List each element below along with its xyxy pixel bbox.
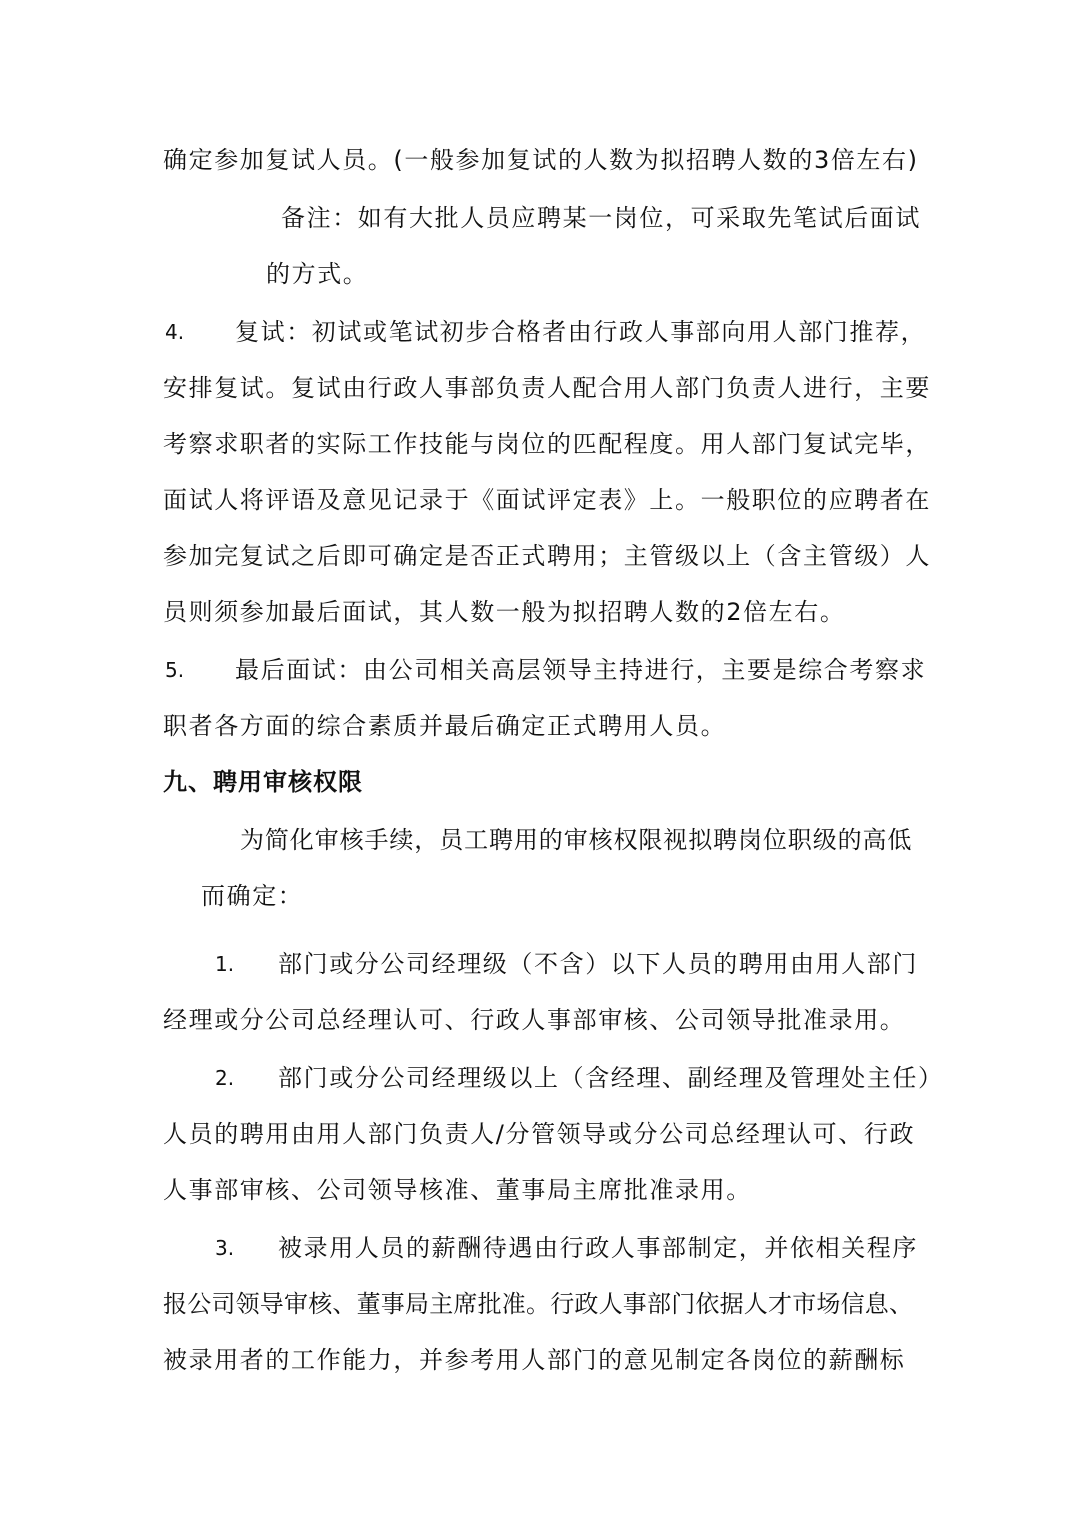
paragraph-line: 复试：初试或笔试初步合格者由行政人事部向用人部门推荐， [235,318,927,346]
paragraph-line: 被录用者的工作能力，并参考用人部门的意见制定各岗位的薪酬标 [163,1346,906,1374]
paragraph-line: 员则须参加最后面试，其人数一般为拟招聘人数的2倍左右。 [163,598,846,626]
paragraph-line: 安排复试。复试由行政人事部负责人配合用人部门负责人进行，主要 [163,374,931,402]
list-number: 4. [165,320,185,344]
paragraph-line: 参加完复试之后即可确定是否正式聘用；主管级以上（含主管级）人 [163,542,931,570]
paragraph-line: 面试人将评语及意见记录于《面试评定表》上。一般职位的应聘者在 [163,486,931,514]
paragraph-line: 考察求职者的实际工作技能与岗位的匹配程度。用人部门复试完毕， [163,430,931,458]
note-line: 的方式。 [266,260,369,288]
paragraph-line: 报公司领导审核、董事局主席批准。行政人事部门依据人才市场信息、 [163,1290,914,1318]
paragraph-line: 被录用人员的薪酬待遇由行政人事部制定，并依相关程序 [278,1234,918,1262]
section-heading: 九、聘用审核权限 [163,768,363,796]
paragraph-line: 而确定： [201,882,304,910]
note-line: 备注：如有大批人员应聘某一岗位，可采取先笔试后面试 [281,204,921,232]
list-number: 3. [215,1236,235,1260]
list-number: 5. [165,658,185,682]
list-number: 1. [215,952,235,976]
paragraph-line: 职者各方面的综合素质并最后确定正式聘用人员。 [163,712,727,740]
paragraph-line: 部门或分公司经理级以上（含经理、副经理及管理处主任） [278,1064,944,1092]
paragraph-line: 人事部审核、公司领导核准、董事局主席批准录用。 [163,1176,752,1204]
paragraph-line: 为简化审核手续，员工聘用的审核权限视拟聘岗位职级的高低 [240,826,913,854]
list-number: 2. [215,1066,235,1090]
paragraph-line: 部门或分公司经理级（不含）以下人员的聘用由用人部门 [278,950,918,978]
paragraph-line: 确定参加复试人员。(一般参加复试的人数为拟招聘人数的3倍左右) [163,146,919,174]
paragraph-line: 最后面试：由公司相关高层领导主持进行，主要是综合考察求 [235,656,927,684]
paragraph-line: 人员的聘用由用人部门负责人/分管领导或分公司总经理认可、行政 [163,1120,916,1148]
paragraph-line: 经理或分公司总经理认可、行政人事部审核、公司领导批准录用。 [163,1006,906,1034]
